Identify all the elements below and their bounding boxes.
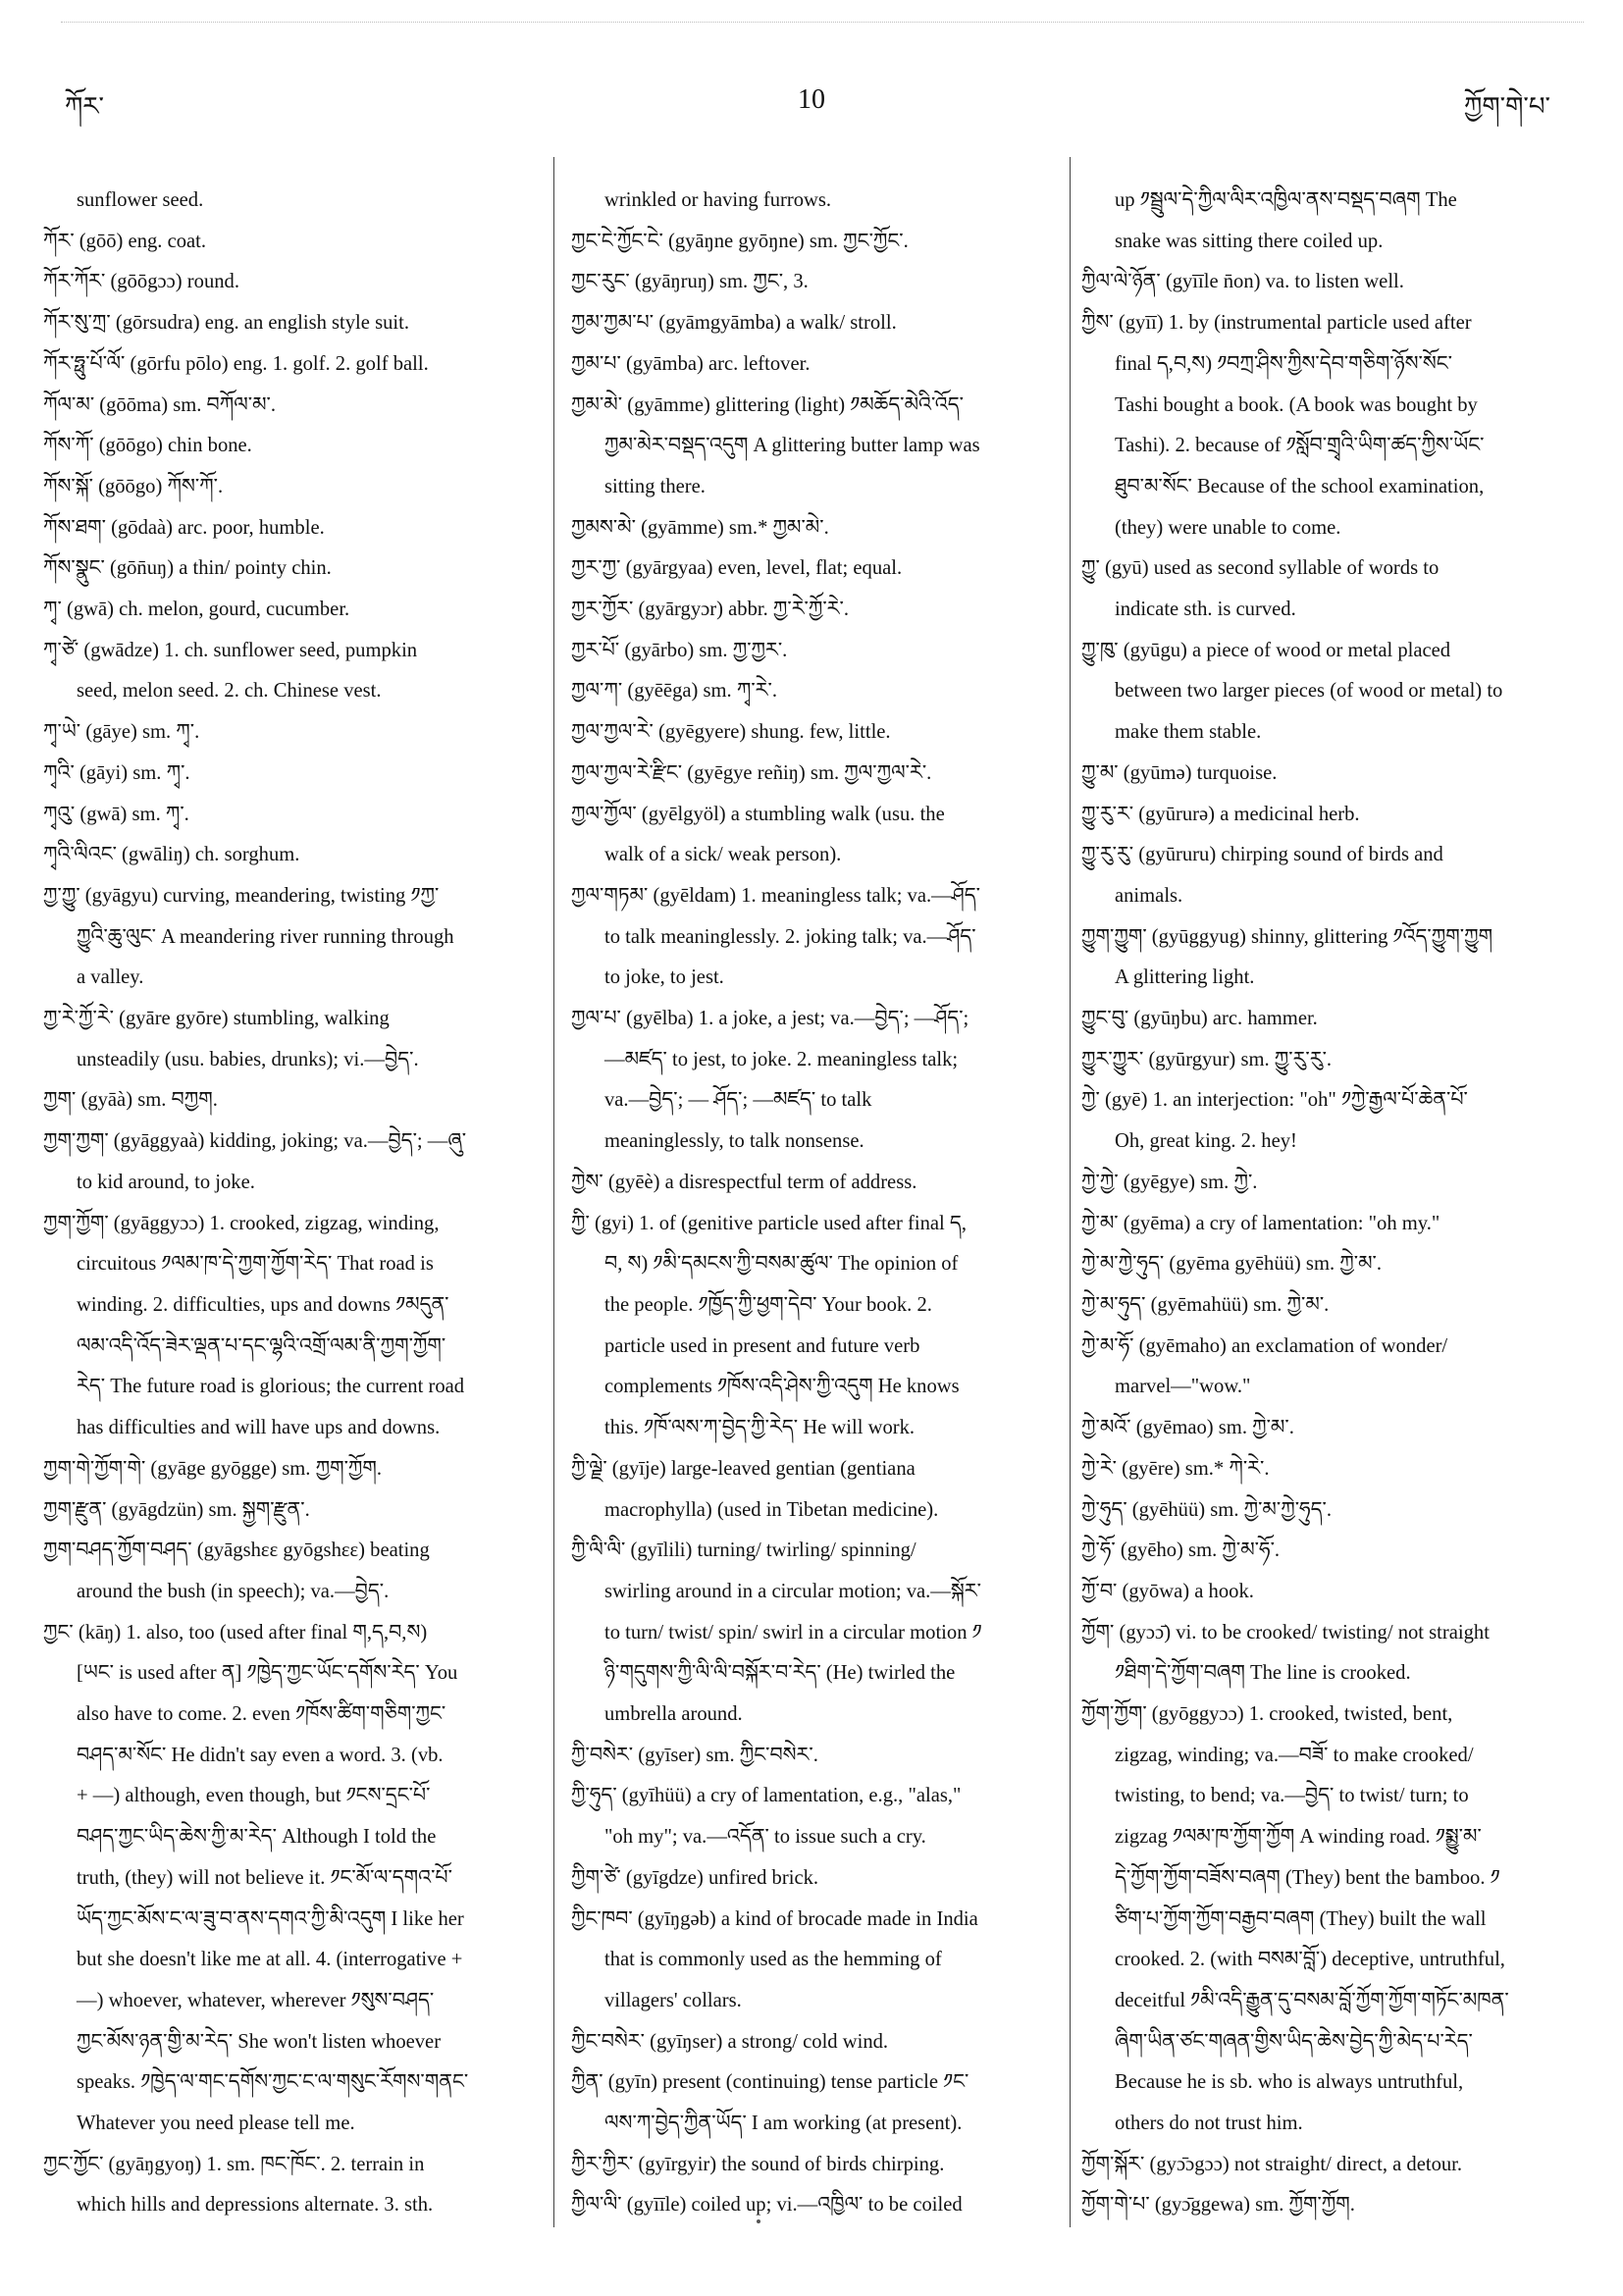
entry-continuation-line: villagers' collars.: [604, 1989, 742, 2011]
entry-headword-line: ཀྱོག་ཀྱོག་ (gyōggyɔɔ) 1. crooked, twisted, bent,: [1081, 1703, 1453, 1726]
entry-continuation-line: between two larger pieces (of wood or metal) to: [1115, 680, 1503, 703]
entry-headword-line: ཀྱང་ (kāŋ) 1. also, too (used after final ག,ད,བ,ས): [43, 1621, 428, 1644]
entry-headword-line: ཀྱིང་ཁབ་ (gyīŋgəb) a kind of brocade made in India: [571, 1907, 978, 1930]
column-divider-1: [553, 157, 554, 2227]
entry-headword-line: ཀྱིལ་ལི་ (gyīīle) coiled up; vi.—འཁྱིལ་ to be coiled: [571, 2194, 963, 2217]
entry-continuation-line: ༡ཐིག་དེ་ཀྱོག་བཞག The line is crooked.: [1115, 1662, 1411, 1685]
entry-continuation-line: umbrella around.: [604, 1703, 743, 1726]
entry-continuation-line: snake was sitting there coiled up.: [1115, 230, 1384, 252]
entry-headword-line: ཀྱུ་ (gyū) used as second syllable of words to: [1081, 557, 1440, 580]
entry-continuation-line: complements ༡ཁོས་འདི་ཤེས་ཀྱི་འདུག He knows: [604, 1376, 960, 1398]
entry-continuation-line: that is commonly used as the hemming of: [604, 1949, 942, 1971]
entry-headword-line: ཀྱམ་པ་ (gyāmba) arc. leftover.: [571, 352, 811, 375]
entry-headword-line: ཀྱོག་ (gyɔɔ̄) vi. to be crooked/ twisting/ not straight: [1081, 1621, 1490, 1644]
entry-headword-line: ཀོལ་མ་ (gōōma) sm. བཀོལ་མ་.: [43, 393, 277, 416]
entry-headword-line: ཀྱག་ཀྱོག་ (gyāggyɔɔ) 1. crooked, zigzag, winding,: [43, 1212, 440, 1234]
entry-headword-line: ཀྱར་པོ་ (gyārbo) sm. ཀྱ་ཀྱར་.: [571, 639, 788, 661]
entry-continuation-line: བ, ས) ༡མི་དམངས་ཀྱི་བསམ་ཚུལ་ The opinion of: [604, 1253, 959, 1276]
entry-headword-line: ཀྱལ་ཀྱལ་རེ་རྫིང་ (gyēgye reñiŋ) sm. ཀྱལ་ཀྱལ་རེ་.: [571, 761, 932, 784]
entry-continuation-line: —མཛད་ to jest, to joke. 2. meaningless talk;: [604, 1048, 959, 1070]
entry-continuation-line: truth, (they) will not believe it. ༡ང་མོ་ལ་དགའ་པོ་: [77, 1866, 452, 1889]
dictionary-column-1: [43, 181, 544, 2231]
entry-continuation-line: winding. 2. difficulties, ups and downs ༡མདུན་: [77, 1293, 449, 1316]
entry-continuation-line: ཞིག་ཡིན་ཙང་གཞན་གྱིས་ཡིད་ཆེས་བྱེད་ཀྱི་མེད་པ་རེད་: [1115, 2030, 1473, 2053]
entry-headword-line: ཀྱེ་མ་ཧུད་ (gyēmahüü) sm. ཀྱེ་མ་.: [1081, 1293, 1330, 1316]
entry-headword-line: ཀྱུ་མ་ (gyūmə) turquoise.: [1081, 761, 1278, 784]
entry-continuation-line: zigzag, winding; va.—བཟོ་ to make crooked/: [1115, 1744, 1474, 1766]
entry-headword-line: ཀྱལ་ཀྱོལ་ (gyēlgyöl) a stumbling walk (usu. the: [571, 803, 945, 825]
entry-continuation-line: དེ་ཀྱོག་ཀྱོག་བཟོས་བཞག (They) bent the bamboo. ༡: [1115, 1866, 1500, 1889]
entry-headword-line: ཀྱང་ངེ་ཀྱོང་ངེ་ (gyāŋne gyōŋne) sm. ཀྱང་ཀྱོང་.: [571, 230, 909, 252]
entry-continuation-line: va.—བྱེད་; — ཤོད་; —མཛད་ to talk: [604, 1089, 872, 1112]
entry-headword-line: ཀོར་ཧྥུ་པོ་ལོ་ (gōrfu pōlo) eng. 1. golf. 2. golf ball.: [43, 352, 429, 375]
entry-continuation-line: also have to come. 2. even ༡ཁོས་ཚིག་གཅིག་ཀྱང་: [77, 1703, 446, 1726]
entry-headword-line: ཀྱུར་ཀྱུར་ (gyūrgyur) sm. ཀྱུ་རུ་རུ་.: [1081, 1048, 1333, 1070]
entry-continuation-line: sitting there.: [604, 475, 706, 497]
entry-continuation-line: sunflower seed.: [77, 189, 204, 211]
entry-continuation-line: others do not trust him.: [1115, 2113, 1303, 2135]
entry-headword-line: ཀྱི་ལྗེ་ (gyīje) large-leaved gentian (gentiana: [571, 1457, 916, 1480]
entry-continuation-line: which hills and depressions alternate. 3. sth.: [77, 2194, 434, 2217]
entry-headword-line: ཀྱག་ (gyāà) sm. བཀྱག.: [43, 1089, 218, 1112]
entry-headword-line: ཀྱེ་ཧུད་ (gyēhüü) sm. ཀྱེ་མ་ཀྱེ་ཧུད་.: [1081, 1498, 1333, 1521]
entry-continuation-line: Oh, great king. 2. hey!: [1115, 1130, 1297, 1153]
entry-continuation-line: unsteadily (usu. babies, drunks); vi.—བྱེད་.: [77, 1048, 419, 1070]
entry-continuation-line: indicate sth. is curved.: [1115, 599, 1296, 621]
entry-continuation-line: to joke, to jest.: [604, 966, 724, 989]
right-guide-word: ཀྱོག་གེ་པ་: [1464, 92, 1550, 121]
entry-continuation-line: around the bush (in speech); va.—བྱེད་.: [77, 1580, 390, 1602]
entry-headword-line: ཀྱིར་ཀྱིར་ (gyīrgyir) the sound of birds chirping.: [571, 2153, 945, 2175]
entry-continuation-line: ཀྱུའི་ཆུ་ལུང་ A meandering river running through: [77, 925, 454, 948]
entry-continuation-line: seed, melon seed. 2. ch. Chinese vest.: [77, 680, 382, 703]
entry-continuation-line: swirling around in a circular motion; va.—སྐོར་: [604, 1580, 981, 1602]
entry-headword-line: ཀྱིག་ཙེ་ (gyīgdze) unfired brick.: [571, 1866, 819, 1889]
entry-continuation-line: crooked. 2. (with བསམ་བློ་) deceptive, untruthful,: [1115, 1949, 1505, 1971]
entry-headword-line: ཀྱག་ཀྱག་ (gyāggyaà) kidding, joking; va.—བྱེད་; —ཞུ་: [43, 1130, 467, 1153]
entry-headword-line: ཀྱེ་མ་ཧོ་ (gyēmaho) an exclamation of wonder/: [1081, 1334, 1448, 1357]
entry-headword-line: ཀྱང་ཀྱོང་ (gyāŋgyoŋ) 1. sm. ཁང་ཁོང་. 2. terrain in: [43, 2153, 425, 2175]
entry-headword-line: ཀྱུང་བུ་ (gyūŋbu) arc. hammer.: [1081, 1008, 1318, 1030]
entry-continuation-line: ལམ་འདི་འོད་ཟེར་ལྡན་པ་དང་ལྷའི་འགྲོ་ལམ་ནི་ཀྱག་ཀྱོག་: [77, 1334, 446, 1357]
entry-continuation-line: this. ༡ཁོ་ལས་ཀ་བྱེད་ཀྱི་རེད་ He will work.: [604, 1417, 916, 1439]
entry-headword-line: ཀོས་སྐོ་ (gōōgo) ཀོས་ཀོ་.: [43, 475, 224, 497]
entry-continuation-line: has difficulties and will have ups and downs.: [77, 1417, 441, 1439]
entry-continuation-line: "oh my"; va.—འདོན་ to issue such a cry.: [604, 1826, 926, 1849]
entry-continuation-line: Tashi). 2. because of ༡སློབ་གྲྭའི་ཡིག་ཚད་ཀྱིས་ཡོང་: [1115, 435, 1485, 457]
entry-headword-line: ཀོས་སྣུང་ (gōn̄uŋ) a thin/ pointy chin.: [43, 557, 332, 580]
entry-continuation-line: ཀྱམ་མེར་བསྡད་འདུག A glittering butter lamp was: [604, 435, 980, 457]
entry-headword-line: ཀྱིང་བསེར་ (gyīŋser) a strong/ cold wind.: [571, 2030, 889, 2053]
entry-headword-line: ཀྱེ་ཧོ་ (gyēho) sm. ཀྱེ་མ་ཧོ་.: [1081, 1539, 1281, 1562]
entry-headword-line: ཀྭའུ་ (gwā) sm. ཀྭ་.: [43, 803, 189, 825]
entry-headword-line: ཀྱལ་ཀ་ (gyēēga) sm. ཀྭ་རེ་.: [571, 680, 777, 703]
entry-continuation-line: a valley.: [77, 966, 144, 989]
entry-headword-line: ཀྱལ་པ་ (gyēlba) 1. a joke, a jest; va.—བྱེད་; —ཤོད་;: [571, 1008, 969, 1030]
entry-headword-line: ཀོར་ (gōō) eng. coat.: [43, 230, 207, 252]
entry-headword-line: ཀྱི་ (gyi) 1. of (genitive particle used after final ད,: [571, 1212, 968, 1234]
entry-headword-line: ཀྱུ་ཁུ་ (gyūgu) a piece of wood or metal placed: [1081, 639, 1451, 661]
entry-headword-line: ཀྱལ་གཏམ་ (gyēldam) 1. meaningless talk; va.—ཤོད་: [571, 884, 981, 907]
entry-continuation-line: རེད་ The future road is glorious; the current road: [77, 1376, 465, 1398]
entry-headword-line: ཀྱམ་མེ་ (gyāmme) glittering (light) ༡མཆོད་མེའི་འོད་: [571, 393, 964, 416]
entry-continuation-line: zigzag ༡ལམ་ཁ་ཀྱོག་ཀྱོག A winding road. ༡སྨྱུ་མ་: [1115, 1826, 1482, 1849]
bottom-dot: [757, 2219, 760, 2223]
entry-headword-line: ཀྱུ་རུ་རུ་ (gyūruru) chirping sound of birds and: [1081, 844, 1443, 866]
page-number: 10: [798, 84, 825, 115]
entry-headword-line: ཀྱོ་བ་ (gyōwa) a hook.: [1081, 1580, 1254, 1602]
entry-continuation-line: —) whoever, whatever, wherever ༡སུས་བཤད་: [77, 1989, 435, 2011]
left-guide-word: ཀོར་: [65, 92, 104, 121]
dictionary-column-2: [571, 181, 1067, 2231]
entry-continuation-line: to turn/ twist/ spin/ swirl in a circular motion ༡: [604, 1621, 982, 1644]
entry-continuation-line: བཤད་ཀྱང་ཡིད་ཆེས་ཀྱི་མ་རེད་ Although I told the: [77, 1826, 437, 1849]
entry-continuation-line: circuitous ༡ལམ་ཁ་དེ་ཀྱག་ཀྱོག་རེད་ That road is: [77, 1253, 434, 1276]
entry-continuation-line: Whatever you need please tell me.: [77, 2113, 355, 2135]
entry-headword-line: ཀྱེ་ཀྱེ་ (gyēgye) sm. ཀྱེ་.: [1081, 1171, 1258, 1193]
entry-headword-line: ཀྱར་ཀྱ་ (gyārgyaa) even, level, flat; equal.: [571, 557, 903, 580]
entry-headword-line: ཀྱེས་ (gyēè) a disrespectful term of address.: [571, 1171, 917, 1193]
entry-headword-line: ཀྭ་ (gwā) ch. melon, gourd, cucumber.: [43, 599, 350, 621]
entry-headword-line: ཀྱི་བསེར་ (gyīser) sm. ཀྱིང་བསེར་.: [571, 1744, 818, 1766]
entry-headword-line: ཀོར་ཀོར་ (gōōgɔɔ) round.: [43, 271, 239, 293]
entry-headword-line: ཀྱི་ཧུད་ (gyīhüü) a cry of lamentation, e.g., "alas,": [571, 1785, 962, 1807]
entry-headword-line: ཀྭའི་ (gāyi) sm. ཀྭ་.: [43, 761, 190, 784]
entry-continuation-line: speaks. ༡ཁྱེད་ལ་གང་དགོས་ཀྱང་ང་ལ་གསུང་རོགས་གནང་: [77, 2071, 469, 2094]
entry-headword-line: ཀྭའི་ལིའང་ (gwāliŋ) ch. sorghum.: [43, 844, 300, 866]
entry-continuation-line: deceitful ༡མི་འདི་རྒྱུན་དུ་བསམ་བློ་ཀྱོག་ཀྱོག་གཏོང་མཁན་: [1115, 1989, 1509, 2011]
entry-headword-line: ཀྱོག་སྐོར་ (gyɔ̄ɔgɔɔ) not straight/ direct, a detour.: [1081, 2153, 1463, 2175]
entry-headword-line: ཀྱ་རེ་ཀྱོ་རེ་ (gyāre gyōre) stumbling, walking: [43, 1008, 390, 1030]
entry-headword-line: ཀྱག་རྫུན་ (gyāgdzün) sm. སྐྱག་རྫུན་.: [43, 1498, 310, 1521]
entry-headword-line: ཀྱེ་མ་ (gyēma) a cry of lamentation: "oh my.": [1081, 1212, 1440, 1234]
entry-continuation-line: Tashi bought a book. (A book was bought by: [1115, 393, 1478, 416]
entry-continuation-line: marvel—"wow.": [1115, 1376, 1251, 1398]
entry-headword-line: ཀྱམས་མེ་ (gyāmme) sm.* ཀྱམ་མེ་.: [571, 516, 829, 539]
entry-headword-line: ཀྱེ་རེ་ (gyēre) sm.* ཀེ་རེ་.: [1081, 1457, 1270, 1480]
entry-headword-line: ཀྭ་ཡེ་ (gāye) sm. ཀྭ་.: [43, 721, 200, 744]
entry-headword-line: ཀྱོག་གེ་པ་ (gyɔ̄ggewa) sm. ཀྱོག་ཀྱོག.: [1081, 2194, 1355, 2217]
entry-headword-line: ཀྱིན་ (gyīn) present (continuing) tense particle ༡ང་: [571, 2071, 969, 2094]
entry-headword-line: ཀོས་ཀོ་ (gōōgo) chin bone.: [43, 435, 252, 457]
entry-headword-line: ཀྱིལ་ལེ་ཉོན་ (gyīīle n̄on) va. to listen well.: [1081, 271, 1404, 293]
entry-continuation-line: (they) were unable to come.: [1115, 516, 1341, 539]
entry-headword-line: ཀྱི་ལི་ལི་ (gyīlili) turning/ twirling/ spinning/: [571, 1539, 916, 1562]
entry-continuation-line: ཐུབ་མ་སོང་ Because of the school examination,: [1115, 475, 1485, 497]
entry-headword-line: ཀྱེ་ (gyē) 1. an interjection: "oh" ༡ཀྱེ་རྒྱལ་པོ་ཆེན་པོ་: [1081, 1089, 1468, 1112]
entry-headword-line: ཀྱེ་མའོ་ (gyēmao) sm. ཀྱེ་མ་.: [1081, 1417, 1294, 1439]
entry-continuation-line: བཤད་མ་སོང་ He didn't say even a word. 3. (vb.: [77, 1744, 444, 1766]
entry-continuation-line: make them stable.: [1115, 721, 1262, 744]
entry-headword-line: ཀྱར་ཀྱོར་ (gyārgyɔr) abbr. ཀྱ་རེ་ཀྱོ་རེ་.: [571, 599, 849, 621]
entry-headword-line: ཀྱག་བཤད་ཀྱོག་བཤད་ (gyāgshɛɛ gyōgshɛɛ) beating: [43, 1539, 430, 1562]
entry-continuation-line: ཙིག་པ་ཀྱོག་ཀྱོག་བརྒྱབ་བཞག (They) built the wall: [1115, 1907, 1487, 1930]
top-dotted-rule: [61, 22, 1584, 23]
entry-headword-line: ཀྱུ་རུ་ར་ (gyūrurə) a medicinal herb.: [1081, 803, 1360, 825]
entry-headword-line: ཀྱམ་ཀྱམ་པ་ (gyāmgyāmba) a walk/ stroll.: [571, 312, 897, 335]
entry-continuation-line: ལས་ཀ་བྱེད་ཀྱིན་ཡོད་ I am working (at present).: [604, 2113, 963, 2135]
entry-continuation-line: macrophylla) (used in Tibetan medicine).: [604, 1498, 939, 1521]
entry-headword-line: ཀྱ་ཀྱུ་ (gyāgyu) curving, meandering, twisting ༡ཀྱ་: [43, 884, 440, 907]
entry-continuation-line: ཉི་གདུགས་ཀྱི་ལི་ལི་བསྐོར་བ་རེད་ (He) twirled the: [604, 1662, 956, 1685]
entry-continuation-line: the people. ༡ཁྱོད་ཀྱི་ཕྱག་དེབ་ Your book. 2.: [604, 1293, 932, 1316]
entry-continuation-line: [ཡང་ is used after ན] ༡ཁྱེད་ཀྱང་ཡོང་དགོས་རེད་ You: [77, 1662, 458, 1685]
entry-headword-line: ཀྭ་ཙེ་ (gwādze) 1. ch. sunflower seed, pumpkin: [43, 639, 418, 661]
entry-continuation-line: walk of a sick/ weak person).: [604, 844, 842, 866]
entry-continuation-line: wrinkled or having furrows.: [604, 189, 832, 211]
entry-continuation-line: but she doesn't like me at all. 4. (interrogative +: [77, 1949, 463, 1971]
entry-continuation-line: to kid around, to joke.: [77, 1171, 255, 1193]
entry-continuation-line: ཀྱང་མོས་ཉན་གྱི་མ་རེད་ She won't listen whoever: [77, 2030, 442, 2053]
entry-headword-line: ཀྱལ་ཀྱལ་རེ་ (gyēgyere) shung. few, little.: [571, 721, 891, 744]
column-divider-2: [1070, 157, 1071, 2227]
entry-continuation-line: twisting, to bend; va.—བྱེད་ to twist/ turn; to: [1115, 1785, 1469, 1807]
entry-headword-line: ཀྱིས་ (gyīī) 1. by (instrumental particle used after: [1081, 312, 1472, 335]
entry-headword-line: ཀྱག་གེ་ཀྱོག་གེ་ (gyāge gyōgge) sm. ཀྱག་ཀྱོག.: [43, 1457, 383, 1480]
entry-continuation-line: A glittering light.: [1115, 966, 1255, 989]
entry-headword-line: ཀོར་སུ་ཀྲ་ (gōrsudra) eng. an english style suit.: [43, 312, 409, 335]
entry-headword-line: ཀོས་ཐག་ (gōdaà) arc. poor, humble.: [43, 516, 325, 539]
entry-headword-line: ཀྱུག་ཀྱུག་ (gyūggyug) shinny, glittering ༡འོད་ཀྱུག་ཀྱུག: [1081, 925, 1493, 948]
entry-continuation-line: up ༡སྦྲུལ་དེ་ཀྱིལ་ལིར་འཁྱིལ་ནས་བསྡད་བཞག The: [1115, 189, 1457, 211]
entry-continuation-line: + —) although, even though, but ༡ངས་དྲང་པོ་: [77, 1785, 431, 1807]
entry-continuation-line: ཡོད་ཀྱང་མོས་ང་ལ་ཟུ་བ་ནས་དགའ་ཀྱི་མི་འདུག I like her: [77, 1907, 464, 1930]
entry-headword-line: ཀྱང་རུང་ (gyāŋruŋ) sm. ཀྱང་, 3.: [571, 271, 809, 293]
entry-headword-line: ཀྱེ་མ་ཀྱེ་ཧུད་ (gyēma gyēhüü) sm. ཀྱེ་མ་.: [1081, 1253, 1383, 1276]
dictionary-column-3: [1081, 181, 1592, 2231]
entry-continuation-line: final ད,བ,ས) ༡བཀྲ་ཤིས་ཀྱིས་དེབ་གཅིག་ཉོས་སོང་: [1115, 352, 1452, 375]
entry-continuation-line: particle used in present and future verb: [604, 1334, 920, 1357]
entry-continuation-line: to talk meaninglessly. 2. joking talk; va.—ཤོད་: [604, 925, 976, 948]
entry-continuation-line: meaninglessly, to talk nonsense.: [604, 1130, 864, 1153]
entry-continuation-line: Because he is sb. who is always untruthful,: [1115, 2071, 1464, 2094]
entry-continuation-line: animals.: [1115, 884, 1183, 907]
